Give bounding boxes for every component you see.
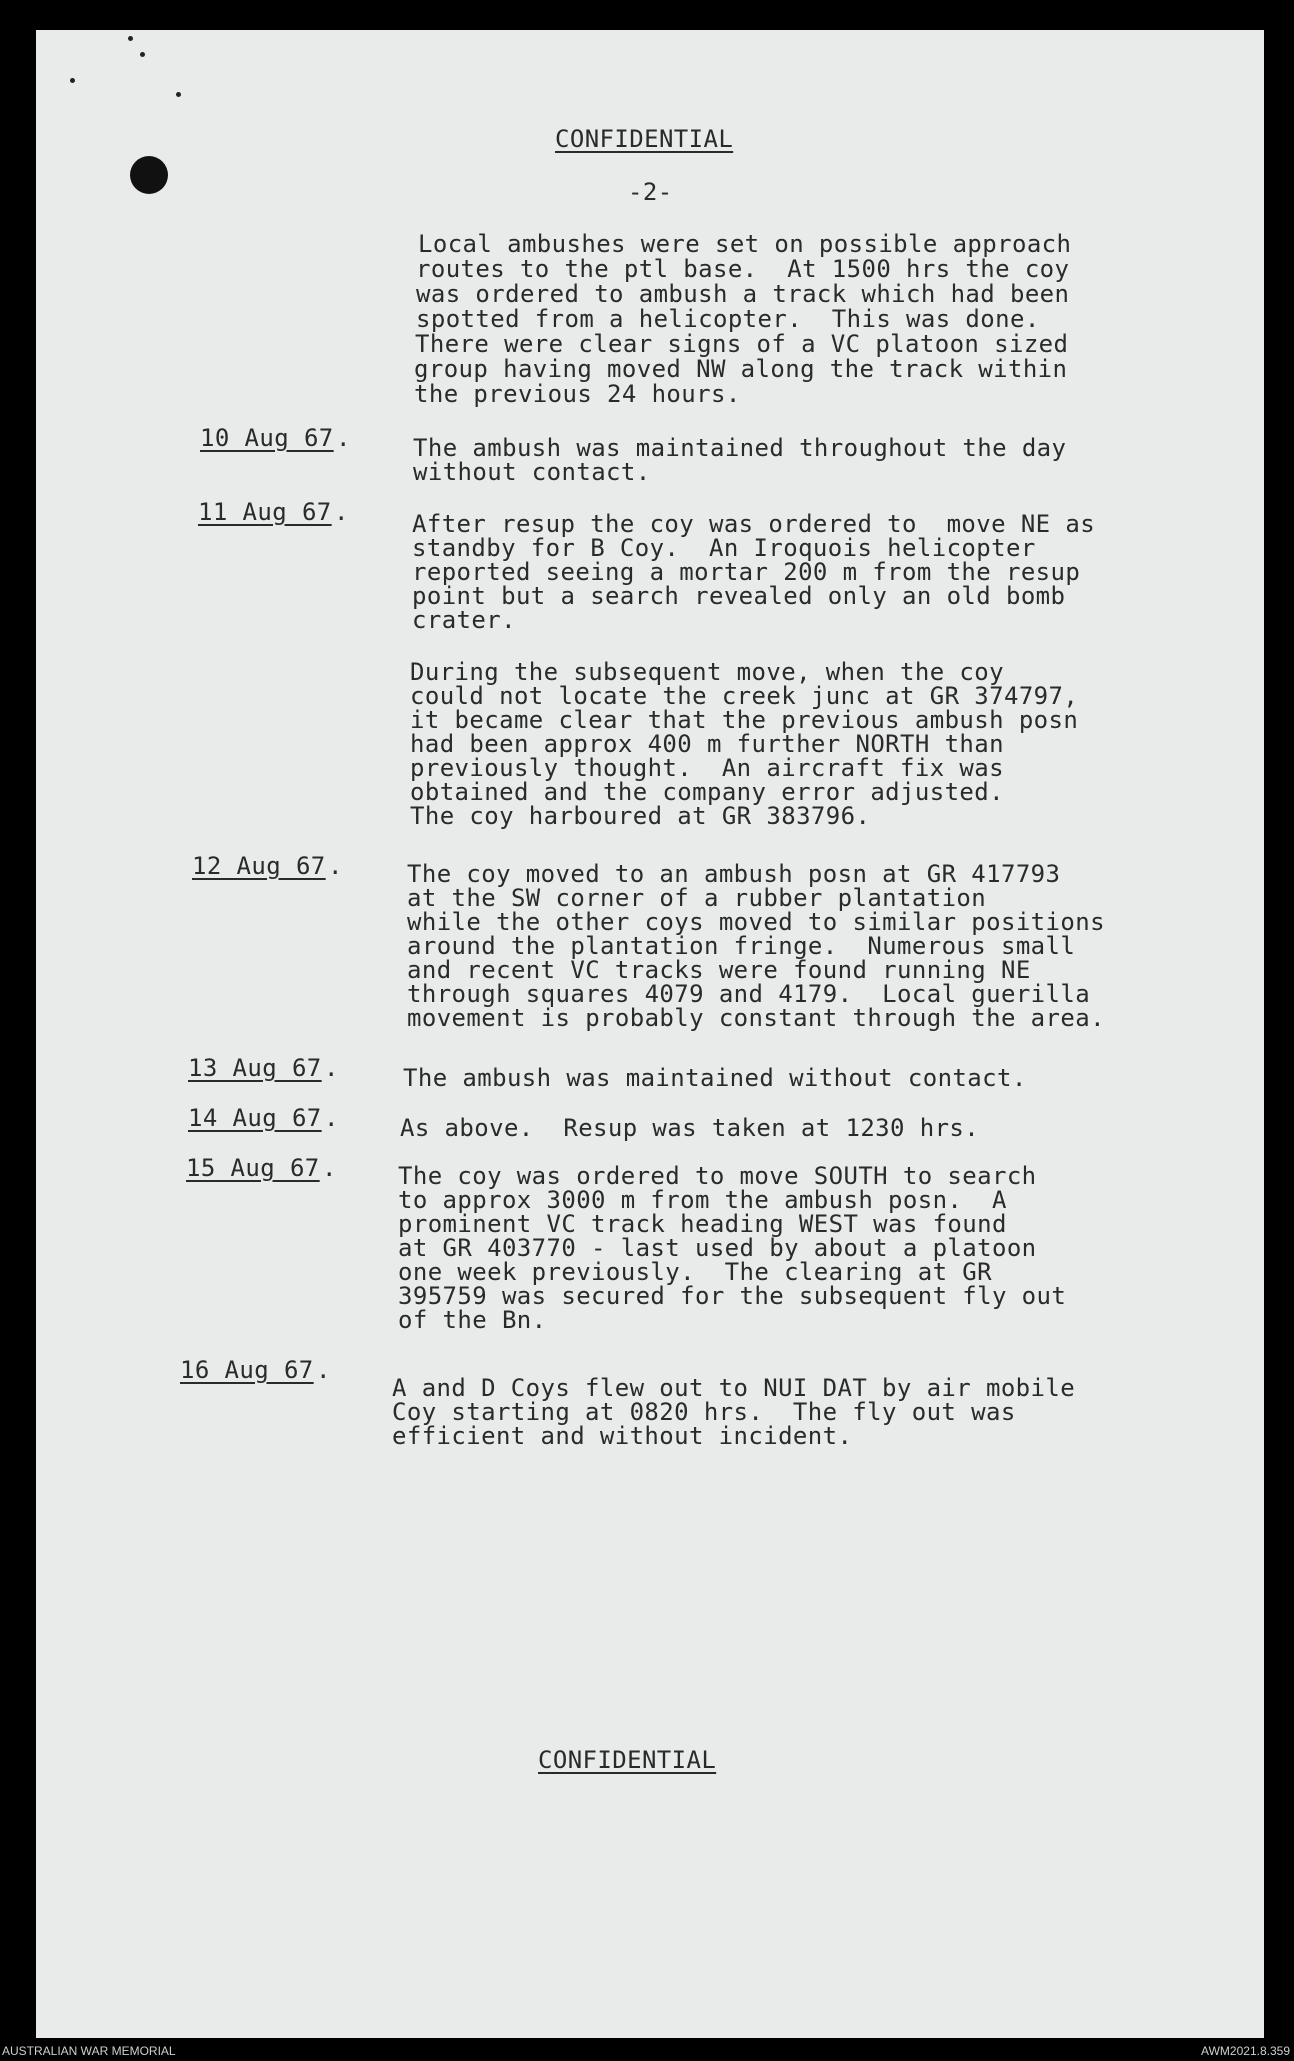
text-line: could not locate the creek junc at GR 374797, — [410, 682, 1079, 710]
text-line: through squares 4079 and 4179. Local guerilla — [407, 980, 1091, 1008]
entry-date-period: . — [324, 1104, 339, 1132]
text-line: There were clear signs of a VC platoon sized — [415, 330, 1069, 358]
entry-date: 11 Aug 67 — [198, 498, 332, 526]
paper-speck — [70, 78, 75, 83]
text-line: point but a search revealed only an old bomb — [412, 582, 1066, 610]
text-line: previously thought. An aircraft fix was — [410, 754, 1004, 782]
paper-speck — [140, 52, 145, 57]
entry-date: 13 Aug 67 — [188, 1054, 322, 1082]
text-line: standby for B Coy. An Iroquois helicopter — [412, 534, 1036, 562]
entry-date: 12 Aug 67 — [192, 852, 326, 880]
entry-date-period: . — [316, 1356, 331, 1384]
text-line: routes to the ptl base. At 1500 hrs the coy — [416, 255, 1070, 283]
text-line: at the SW corner of a rubber plantation — [407, 884, 987, 912]
entry-date-period: . — [324, 1054, 339, 1082]
confidential-header: CONFIDENTIAL — [555, 125, 734, 153]
text-line: reported seeing a mortar 200 m from the resup — [412, 558, 1081, 586]
text-line: was ordered to ambush a track which had been — [416, 280, 1070, 308]
text-line: obtained and the company error adjusted. — [410, 778, 1004, 806]
text-line: 395759 was secured for the subsequent fly out — [398, 1282, 1067, 1310]
text-line: The coy harboured at GR 383796. — [410, 802, 871, 830]
text-line: The ambush was maintained without contact. — [403, 1064, 1027, 1092]
entry-date: 15 Aug 67 — [186, 1154, 320, 1182]
text-line: After resup the coy was ordered to move NE as — [412, 510, 1096, 538]
text-line: Local ambushes were set on possible approach — [418, 230, 1072, 258]
punch-hole — [130, 156, 168, 194]
page-number: -2- — [628, 178, 673, 206]
text-line: had been approx 400 m further NORTH than — [410, 730, 1004, 758]
text-line: one week previously. The clearing at GR — [398, 1258, 992, 1286]
text-line: without contact. — [413, 458, 651, 486]
text-line: spotted from a helicopter. This was done. — [416, 305, 1040, 333]
entry-date-period: . — [328, 852, 343, 880]
text-line: prominent VC track heading WEST was found — [398, 1210, 1007, 1238]
text-line: to approx 3000 m from the ambush posn. A — [398, 1186, 1007, 1214]
text-line: During the subsequent move, when the coy — [410, 658, 1004, 686]
text-line: efficient and without incident. — [392, 1422, 853, 1450]
text-line: the previous 24 hours. — [414, 380, 741, 408]
text-line: of the Bn. — [398, 1306, 547, 1334]
paper-speck — [128, 36, 133, 41]
entry-date-period: . — [334, 498, 349, 526]
text-line: As above. Resup was taken at 1230 hrs. — [400, 1114, 980, 1142]
text-line: A and D Coys flew out to NUI DAT by air mobile — [392, 1374, 1076, 1402]
text-line: at GR 403770 - last used by about a platoon — [398, 1234, 1037, 1262]
archive-reference: AWM2021.8.359 — [1201, 2044, 1290, 2058]
text-line: while the other coys moved to similar positions — [407, 908, 1105, 936]
text-line: The coy moved to an ambush posn at GR 417793 — [407, 860, 1061, 888]
text-line: and recent VC tracks were found running NE — [407, 956, 1031, 984]
text-line: around the plantation fringe. Numerous small — [407, 932, 1076, 960]
paper-speck — [176, 92, 181, 97]
entry-date: 10 Aug 67 — [200, 424, 334, 452]
text-line: it became clear that the previous ambush posn — [410, 706, 1079, 734]
text-line: crater. — [412, 606, 516, 634]
text-line: group having moved NW along the track within — [414, 355, 1068, 383]
entry-date-period: . — [336, 424, 351, 452]
entry-date-period: . — [322, 1154, 337, 1182]
text-line: The ambush was maintained throughout the day — [413, 434, 1067, 462]
text-line: movement is probably constant through the area. — [407, 1004, 1105, 1032]
text-line: Coy starting at 0820 hrs. The fly out was — [392, 1398, 1016, 1426]
entry-date: 14 Aug 67 — [188, 1104, 322, 1132]
confidential-footer: CONFIDENTIAL — [538, 1746, 717, 1774]
archive-label: AUSTRALIAN WAR MEMORIAL — [2, 2044, 176, 2058]
entry-date: 16 Aug 67 — [180, 1356, 314, 1384]
text-line: The coy was ordered to move SOUTH to search — [398, 1162, 1037, 1190]
